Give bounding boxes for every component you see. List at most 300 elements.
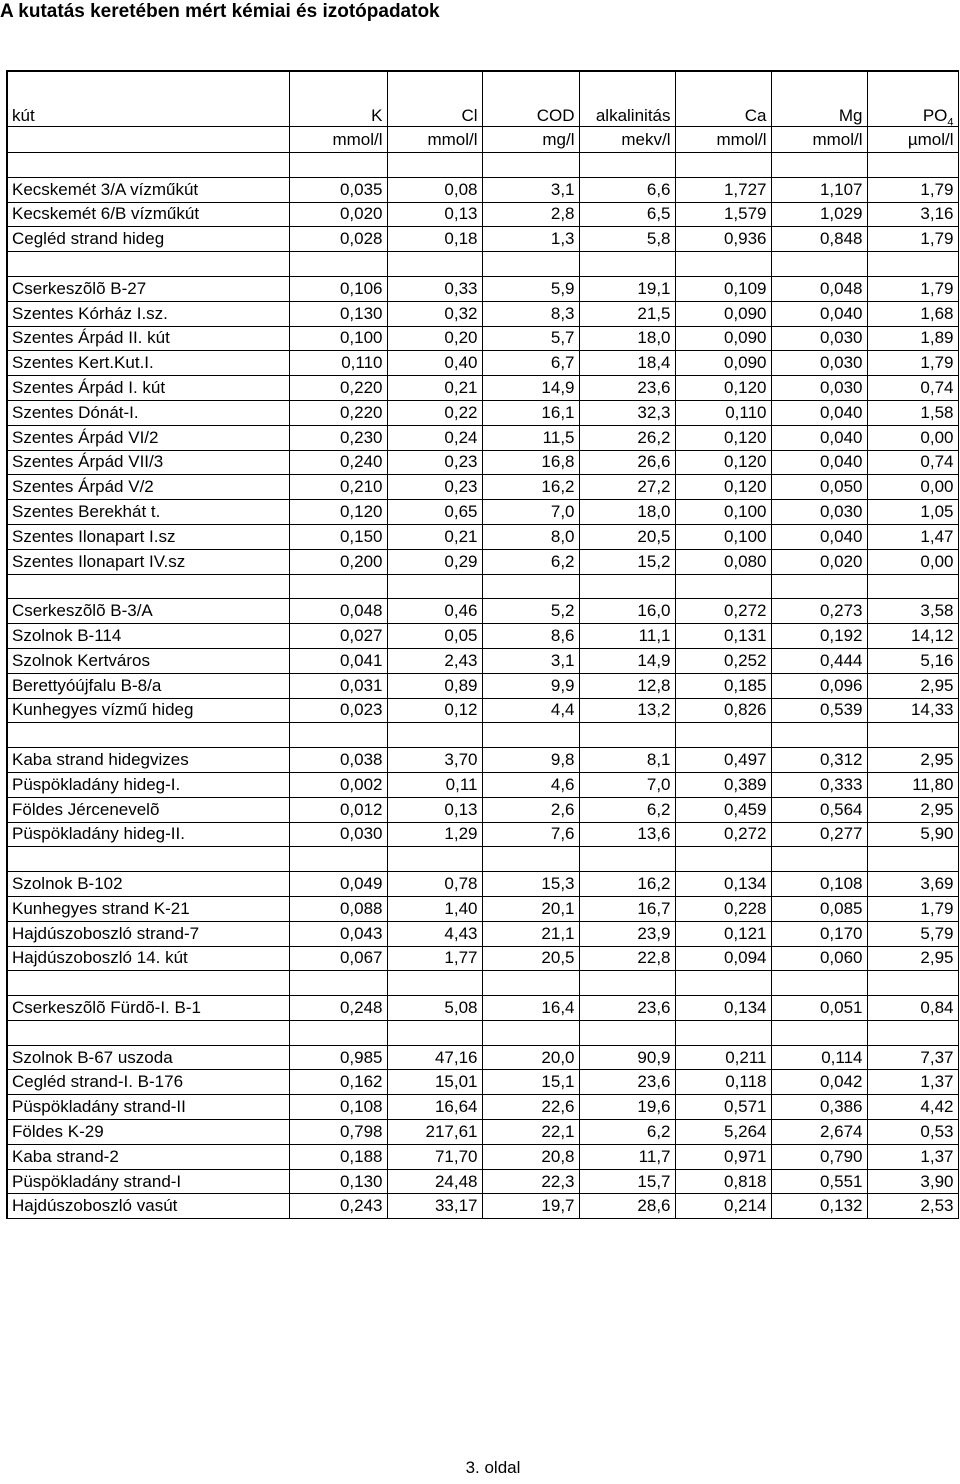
value-cell: 0,386: [771, 1095, 867, 1120]
value-cell: 0,108: [771, 872, 867, 897]
unit-cell: mmol/l: [675, 127, 771, 153]
value-cell: 0,389: [675, 772, 771, 797]
value-cell: 71,70: [387, 1144, 482, 1169]
empty-cell: [7, 153, 289, 178]
empty-cell: [771, 971, 867, 996]
value-cell: 0,067: [289, 946, 387, 971]
value-cell: 3,1: [482, 648, 579, 673]
value-cell: 47,16: [387, 1045, 482, 1070]
empty-cell: [579, 153, 675, 178]
table-row: [7, 1194, 958, 1219]
value-cell: 13,6: [579, 822, 675, 847]
value-cell: 0,272: [675, 822, 771, 847]
value-cell: 4,43: [387, 921, 482, 946]
value-cell: 0,100: [289, 326, 387, 351]
value-cell: 0,094: [675, 946, 771, 971]
value-cell: 0,060: [771, 946, 867, 971]
value-cell: 0,252: [675, 648, 771, 673]
empty-cell: [675, 574, 771, 599]
empty-cell: [387, 971, 482, 996]
value-cell: 0,243: [289, 1194, 387, 1219]
value-cell: 5,8: [579, 227, 675, 252]
value-cell: 1,3: [482, 227, 579, 252]
empty-cell: [771, 723, 867, 748]
unit-cell: [7, 127, 289, 153]
value-cell: 0,170: [771, 921, 867, 946]
table-row: [7, 351, 958, 376]
empty-cell: [482, 1020, 579, 1045]
value-cell: 0,818: [675, 1169, 771, 1194]
value-cell: 3,1: [482, 177, 579, 202]
value-cell: 0,012: [289, 797, 387, 822]
empty-cell: [289, 574, 387, 599]
value-cell: 19,1: [579, 276, 675, 301]
empty-cell: [675, 847, 771, 872]
column-header-alkalinity: alkalinitás: [579, 71, 675, 127]
value-cell: 0,030: [771, 326, 867, 351]
empty-cell: [771, 1020, 867, 1045]
header-row: [7, 71, 958, 127]
value-cell: 0,312: [771, 748, 867, 773]
value-cell: 0,12: [387, 698, 482, 723]
value-cell: 0,89: [387, 673, 482, 698]
value-cell: 0,120: [675, 450, 771, 475]
value-cell: 0,798: [289, 1120, 387, 1145]
value-cell: 0,100: [675, 524, 771, 549]
well-name-cell: Hajdúszoboszló vasút: [7, 1194, 289, 1219]
value-cell: 0,114: [771, 1045, 867, 1070]
empty-cell: [387, 1020, 482, 1045]
value-cell: 0,33: [387, 276, 482, 301]
value-cell: 0,210: [289, 475, 387, 500]
column-header-well: kút: [7, 71, 289, 127]
value-cell: 1,05: [867, 500, 958, 525]
value-cell: 0,121: [675, 921, 771, 946]
value-cell: 24,48: [387, 1169, 482, 1194]
table-row: [7, 896, 958, 921]
table-row: [7, 202, 958, 227]
empty-cell: [867, 847, 958, 872]
well-name-cell: Cegléd strand-I. B-176: [7, 1070, 289, 1095]
value-cell: 0,790: [771, 1144, 867, 1169]
value-cell: 1,37: [867, 1144, 958, 1169]
value-cell: 0,23: [387, 450, 482, 475]
table-row: [7, 276, 958, 301]
value-cell: 0,985: [289, 1045, 387, 1070]
value-cell: 0,090: [675, 351, 771, 376]
empty-cell: [579, 252, 675, 277]
value-cell: 0,497: [675, 748, 771, 773]
value-cell: 2,53: [867, 1194, 958, 1219]
unit-cell: mmol/l: [387, 127, 482, 153]
value-cell: 0,110: [289, 351, 387, 376]
value-cell: 1,77: [387, 946, 482, 971]
table-row: [7, 1070, 958, 1095]
table-row: [7, 698, 958, 723]
well-name-cell: Kecskemét 3/A vízműkút: [7, 177, 289, 202]
value-cell: 16,8: [482, 450, 579, 475]
table-row: [7, 921, 958, 946]
table-row: [7, 822, 958, 847]
value-cell: 1,79: [867, 227, 958, 252]
table-row: [7, 425, 958, 450]
empty-cell: [289, 153, 387, 178]
value-cell: 7,37: [867, 1045, 958, 1070]
spacer-row: [7, 723, 958, 748]
well-name-cell: Püspökladány hideg-II.: [7, 822, 289, 847]
empty-cell: [771, 574, 867, 599]
column-header-k: K: [289, 71, 387, 127]
column-header-ca: Ca: [675, 71, 771, 127]
value-cell: 0,002: [289, 772, 387, 797]
value-cell: 0,030: [771, 376, 867, 401]
value-cell: 6,5: [579, 202, 675, 227]
value-cell: 14,12: [867, 624, 958, 649]
value-cell: 12,8: [579, 673, 675, 698]
well-name-cell: Szentes Kórház I.sz.: [7, 301, 289, 326]
empty-cell: [579, 574, 675, 599]
value-cell: 9,9: [482, 673, 579, 698]
value-cell: 0,24: [387, 425, 482, 450]
value-cell: 0,040: [771, 425, 867, 450]
value-cell: 15,1: [482, 1070, 579, 1095]
page-number-footer: [0, 1458, 960, 1478]
value-cell: 11,80: [867, 772, 958, 797]
empty-cell: [482, 574, 579, 599]
value-cell: 8,6: [482, 624, 579, 649]
empty-cell: [7, 1020, 289, 1045]
value-cell: 0,108: [289, 1095, 387, 1120]
value-cell: 0,08: [387, 177, 482, 202]
value-cell: 16,0: [579, 599, 675, 624]
value-cell: 0,109: [675, 276, 771, 301]
value-cell: 0,106: [289, 276, 387, 301]
value-cell: 3,70: [387, 748, 482, 773]
value-cell: 0,041: [289, 648, 387, 673]
well-name-cell: Szentes Ilonapart IV.sz: [7, 549, 289, 574]
value-cell: 0,110: [675, 400, 771, 425]
value-cell: 11,5: [482, 425, 579, 450]
empty-cell: [867, 153, 958, 178]
column-header-cod: COD: [482, 71, 579, 127]
value-cell: 11,7: [579, 1144, 675, 1169]
value-cell: 0,030: [771, 351, 867, 376]
table-row: [7, 500, 958, 525]
chemical-data-table: [6, 70, 959, 1219]
well-name-cell: Szentes Árpád I. kút: [7, 376, 289, 401]
well-name-cell: Szentes Berekhát t.: [7, 500, 289, 525]
value-cell: 20,1: [482, 896, 579, 921]
column-header-po4: [867, 71, 958, 127]
well-name-cell: Kaba strand-2: [7, 1144, 289, 1169]
table-row: [7, 475, 958, 500]
value-cell: 0,13: [387, 797, 482, 822]
value-cell: 0,74: [867, 376, 958, 401]
value-cell: 16,64: [387, 1095, 482, 1120]
well-name-cell: Szolnok B-114: [7, 624, 289, 649]
value-cell: 8,1: [579, 748, 675, 773]
empty-cell: [675, 1020, 771, 1045]
value-cell: 3,69: [867, 872, 958, 897]
value-cell: 1,727: [675, 177, 771, 202]
value-cell: 14,9: [579, 648, 675, 673]
table-row: [7, 648, 958, 673]
value-cell: 0,32: [387, 301, 482, 326]
value-cell: 16,1: [482, 400, 579, 425]
table-row: [7, 1120, 958, 1145]
value-cell: 0,080: [675, 549, 771, 574]
value-cell: 0,826: [675, 698, 771, 723]
value-cell: 4,42: [867, 1095, 958, 1120]
value-cell: 0,030: [771, 500, 867, 525]
value-cell: 0,65: [387, 500, 482, 525]
value-cell: 1,79: [867, 896, 958, 921]
value-cell: 23,6: [579, 376, 675, 401]
value-cell: 28,6: [579, 1194, 675, 1219]
value-cell: 0,78: [387, 872, 482, 897]
empty-cell: [387, 847, 482, 872]
value-cell: 0,84: [867, 996, 958, 1021]
value-cell: 0,214: [675, 1194, 771, 1219]
value-cell: 3,58: [867, 599, 958, 624]
value-cell: 1,58: [867, 400, 958, 425]
well-name-cell: Kunhegyes vízmű hideg: [7, 698, 289, 723]
value-cell: 0,551: [771, 1169, 867, 1194]
value-cell: 13,2: [579, 698, 675, 723]
value-cell: 8,0: [482, 524, 579, 549]
value-cell: 22,1: [482, 1120, 579, 1145]
empty-cell: [387, 723, 482, 748]
value-cell: 0,132: [771, 1194, 867, 1219]
table-row: [7, 1045, 958, 1070]
value-cell: 0,00: [867, 425, 958, 450]
value-cell: 5,7: [482, 326, 579, 351]
value-cell: 0,040: [771, 400, 867, 425]
column-header-mg: Mg: [771, 71, 867, 127]
table-row: [7, 301, 958, 326]
well-name-cell: Szentes Árpád VII/3: [7, 450, 289, 475]
table-row: [7, 996, 958, 1021]
value-cell: 0,134: [675, 872, 771, 897]
value-cell: 0,21: [387, 524, 482, 549]
value-cell: 0,74: [867, 450, 958, 475]
table-row: [7, 772, 958, 797]
value-cell: 3,16: [867, 202, 958, 227]
empty-cell: [482, 971, 579, 996]
value-cell: 23,9: [579, 921, 675, 946]
value-cell: 0,11: [387, 772, 482, 797]
well-name-cell: Cegléd strand hideg: [7, 227, 289, 252]
value-cell: 0,020: [771, 549, 867, 574]
table-row: [7, 227, 958, 252]
value-cell: 0,031: [289, 673, 387, 698]
value-cell: 2,95: [867, 748, 958, 773]
value-cell: 20,0: [482, 1045, 579, 1070]
empty-cell: [387, 574, 482, 599]
value-cell: 2,6: [482, 797, 579, 822]
value-cell: 0,048: [771, 276, 867, 301]
value-cell: 0,20: [387, 326, 482, 351]
value-cell: 0,023: [289, 698, 387, 723]
value-cell: 0,028: [289, 227, 387, 252]
value-cell: 21,5: [579, 301, 675, 326]
value-cell: 1,107: [771, 177, 867, 202]
empty-cell: [7, 847, 289, 872]
table-row: [7, 673, 958, 698]
value-cell: 0,188: [289, 1144, 387, 1169]
well-name-cell: Szentes Dónát-I.: [7, 400, 289, 425]
value-cell: 0,040: [771, 301, 867, 326]
value-cell: 0,23: [387, 475, 482, 500]
value-cell: 0,211: [675, 1045, 771, 1070]
empty-cell: [771, 847, 867, 872]
page-number: 3. oldal: [465, 1458, 521, 1477]
value-cell: 0,00: [867, 475, 958, 500]
empty-cell: [579, 971, 675, 996]
value-cell: 0,035: [289, 177, 387, 202]
well-name-cell: Földes Jércenevelõ: [7, 797, 289, 822]
value-cell: 2,8: [482, 202, 579, 227]
empty-cell: [289, 971, 387, 996]
value-cell: 0,00: [867, 549, 958, 574]
value-cell: 0,564: [771, 797, 867, 822]
value-cell: 0,18: [387, 227, 482, 252]
value-cell: 2,95: [867, 797, 958, 822]
value-cell: 6,7: [482, 351, 579, 376]
unit-cell: µmol/l: [867, 127, 958, 153]
well-name-cell: Püspökladány strand-I: [7, 1169, 289, 1194]
empty-cell: [289, 847, 387, 872]
value-cell: 0,150: [289, 524, 387, 549]
well-name-cell: Szolnok Kertváros: [7, 648, 289, 673]
empty-cell: [867, 971, 958, 996]
value-cell: 0,240: [289, 450, 387, 475]
value-cell: 0,020: [289, 202, 387, 227]
value-cell: 5,16: [867, 648, 958, 673]
well-name-cell: Kunhegyes strand K-21: [7, 896, 289, 921]
table-row: [7, 400, 958, 425]
value-cell: 5,90: [867, 822, 958, 847]
value-cell: 0,049: [289, 872, 387, 897]
value-cell: 0,13: [387, 202, 482, 227]
value-cell: 6,2: [579, 797, 675, 822]
value-cell: 22,3: [482, 1169, 579, 1194]
value-cell: 5,9: [482, 276, 579, 301]
value-cell: 5,79: [867, 921, 958, 946]
value-cell: 15,01: [387, 1070, 482, 1095]
value-cell: 20,5: [482, 946, 579, 971]
value-cell: 0,130: [289, 301, 387, 326]
value-cell: 14,9: [482, 376, 579, 401]
spacer-row: [7, 574, 958, 599]
value-cell: 0,088: [289, 896, 387, 921]
value-cell: 1,79: [867, 177, 958, 202]
value-cell: 0,048: [289, 599, 387, 624]
value-cell: 7,0: [579, 772, 675, 797]
value-cell: 0,200: [289, 549, 387, 574]
empty-cell: [387, 252, 482, 277]
value-cell: 0,05: [387, 624, 482, 649]
value-cell: 23,6: [579, 1070, 675, 1095]
value-cell: 0,040: [771, 524, 867, 549]
value-cell: 18,0: [579, 500, 675, 525]
value-cell: 15,3: [482, 872, 579, 897]
empty-cell: [482, 153, 579, 178]
value-cell: 0,459: [675, 797, 771, 822]
empty-cell: [675, 971, 771, 996]
table-row: [7, 872, 958, 897]
value-cell: 21,1: [482, 921, 579, 946]
value-cell: 26,6: [579, 450, 675, 475]
value-cell: 1,89: [867, 326, 958, 351]
value-cell: 27,2: [579, 475, 675, 500]
table-row: [7, 1095, 958, 1120]
well-name-cell: Hajdúszoboszló strand-7: [7, 921, 289, 946]
value-cell: 0,096: [771, 673, 867, 698]
spacer-row: [7, 153, 958, 178]
value-cell: 6,2: [579, 1120, 675, 1145]
value-cell: 1,79: [867, 276, 958, 301]
table-row: [7, 450, 958, 475]
units-row: [7, 127, 958, 153]
value-cell: 16,2: [482, 475, 579, 500]
value-cell: 0,027: [289, 624, 387, 649]
value-cell: 22,8: [579, 946, 675, 971]
value-cell: 14,33: [867, 698, 958, 723]
well-name-cell: Cserkeszõlõ Fürdõ-I. B-1: [7, 996, 289, 1021]
empty-cell: [867, 574, 958, 599]
empty-cell: [867, 1020, 958, 1045]
well-name-cell: Szolnok B-67 uszoda: [7, 1045, 289, 1070]
value-cell: 0,220: [289, 400, 387, 425]
empty-cell: [289, 252, 387, 277]
value-cell: 0,40: [387, 351, 482, 376]
spacer-row: [7, 847, 958, 872]
value-cell: 0,21: [387, 376, 482, 401]
value-cell: 19,6: [579, 1095, 675, 1120]
value-cell: 5,264: [675, 1120, 771, 1145]
table-row: [7, 376, 958, 401]
table-row: [7, 549, 958, 574]
value-cell: 0,46: [387, 599, 482, 624]
value-cell: 1,40: [387, 896, 482, 921]
value-cell: 1,579: [675, 202, 771, 227]
value-cell: 6,6: [579, 177, 675, 202]
well-name-cell: Szolnok B-102: [7, 872, 289, 897]
value-cell: 0,130: [289, 1169, 387, 1194]
well-name-cell: Püspökladány hideg-I.: [7, 772, 289, 797]
table-row: [7, 946, 958, 971]
empty-cell: [7, 971, 289, 996]
value-cell: 90,9: [579, 1045, 675, 1070]
unit-cell: mmol/l: [289, 127, 387, 153]
well-name-cell: Földes K-29: [7, 1120, 289, 1145]
unit-cell: mg/l: [482, 127, 579, 153]
well-name-cell: Szentes Árpád II. kút: [7, 326, 289, 351]
empty-cell: [289, 723, 387, 748]
value-cell: 22,6: [482, 1095, 579, 1120]
well-name-cell: Szentes Ilonapart I.sz: [7, 524, 289, 549]
page-title: A kutatás keretében mért kémiai és izotópadatok: [0, 1, 440, 22]
value-cell: 0,030: [289, 822, 387, 847]
well-name-cell: Cserkeszõlõ B-27: [7, 276, 289, 301]
value-cell: 0,571: [675, 1095, 771, 1120]
value-cell: 11,1: [579, 624, 675, 649]
value-cell: 217,61: [387, 1120, 482, 1145]
value-cell: 0,043: [289, 921, 387, 946]
empty-cell: [7, 252, 289, 277]
value-cell: 6,2: [482, 549, 579, 574]
